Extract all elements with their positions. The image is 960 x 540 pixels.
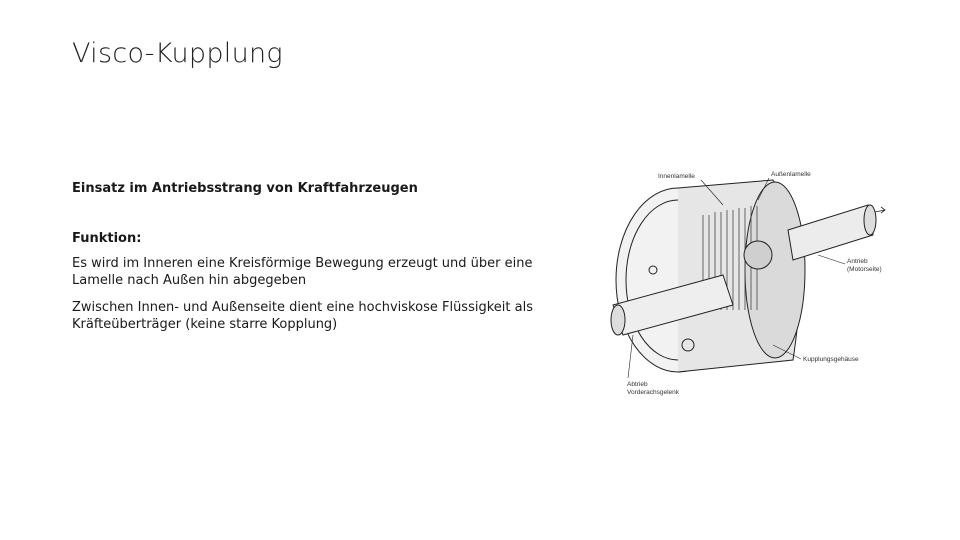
subtitle: Einsatz im Antriebsstrang von Kraftfahrzeugen <box>72 181 418 196</box>
paragraph-2: Zwischen Innen- und Außenseite dient eine hochviskose Flüssigkeit als Kräfteüberträger (keine starre Kopplung) <box>72 300 533 332</box>
label-kupplungsgehaeuse: Kupplungsgehäuse <box>803 356 859 363</box>
label-motorseite: (Motorseite) <box>847 266 882 273</box>
label-abtrieb: Abtrieb <box>627 381 648 388</box>
label-antrieb: Antrieb <box>847 258 868 265</box>
paragraph-1: Es wird im Inneren eine Kreisförmige Bewegung erzeugt und über eine Lamelle nach Außen hin abgegeben <box>72 256 533 288</box>
label-innenlamelle: Innenlamelle <box>658 173 695 180</box>
visco-coupling-diagram <box>583 160 895 400</box>
slide-title: Visco-Kupplung <box>72 38 283 69</box>
label-aussenlamelle: Außenlamelle <box>771 171 811 178</box>
label-vorderachse: Vorderachsgelenk <box>627 389 680 396</box>
coupling-illustration <box>583 160 895 400</box>
funktion-label: Funktion: <box>72 231 142 246</box>
content-area <box>72 180 542 343</box>
